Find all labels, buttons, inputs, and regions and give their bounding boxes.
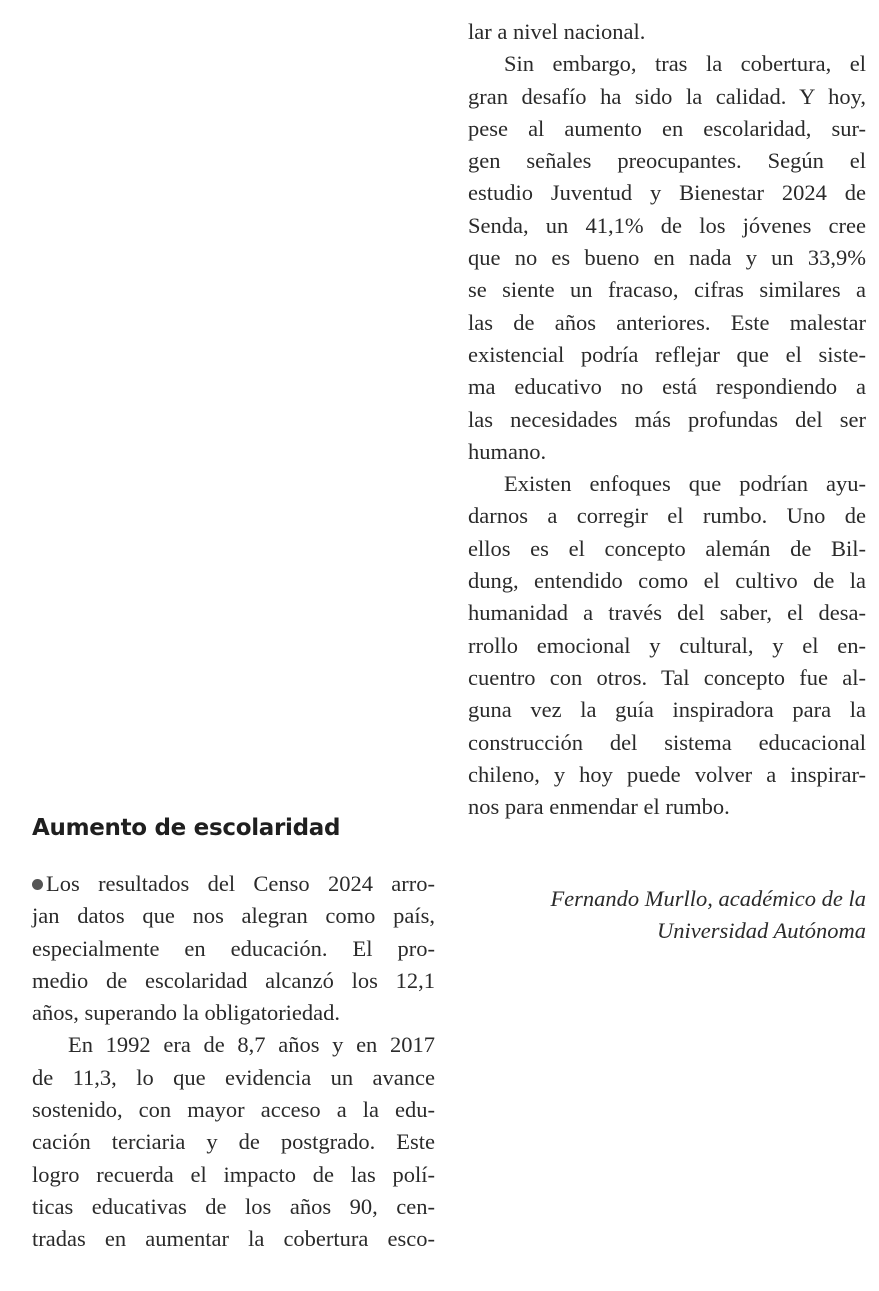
paragraph-line: nos para enmendar el rumbo. xyxy=(468,794,730,820)
paragraph-line: humanidad a través del saber, el desa- xyxy=(468,600,866,626)
paragraph-line: las necesidades más profundas del ser xyxy=(468,406,866,432)
paragraph-line: cuentro con otros. Tal concepto fue al- xyxy=(468,664,866,690)
byline-line: Universidad Autónoma xyxy=(657,918,866,944)
paragraph-2 xyxy=(32,1029,435,1255)
paragraph-4 xyxy=(468,468,866,823)
paragraph-line: lar a nivel nacional. xyxy=(468,19,646,44)
paragraph-line: tradas en aumentar la cobertura esco- xyxy=(32,1226,435,1252)
paragraph-line: medio de escolaridad alcanzó los 12,1 xyxy=(32,967,435,993)
paragraph-line: que no es bueno en nada y un 33,9% xyxy=(468,245,866,271)
paragraph-line: las de años anteriores. Este malestar xyxy=(468,309,866,335)
article-headline: Aumento de escolaridad xyxy=(32,815,341,841)
bullet-icon xyxy=(32,879,43,890)
author-byline xyxy=(468,883,866,948)
paragraph-line: Senda, un 41,1% de los jóvenes cree xyxy=(468,212,866,238)
paragraph-line: existencial podría reflejar que el siste- xyxy=(468,341,866,367)
paragraph-line: Existen enfoques que podrían ayu- xyxy=(504,471,866,497)
paragraph-line: ticas educativas de los años 90, cen- xyxy=(32,1193,435,1219)
paragraph-1 xyxy=(32,868,435,1029)
paragraph-line: logro recuerda el impacto de las polí- xyxy=(32,1161,435,1187)
right-column xyxy=(468,16,866,823)
paragraph-line: de 11,3, lo que evidencia un avance xyxy=(32,1064,435,1090)
paragraph-line: especialmente en educación. El pro- xyxy=(32,935,435,961)
left-column xyxy=(32,808,435,1256)
paragraph-line: rrollo emocional y cultural, y el en- xyxy=(468,632,866,658)
paragraph-line: ma educativo no está respondiendo a xyxy=(468,374,866,400)
paragraph-line: gran desafío ha sido la calidad. Y hoy, xyxy=(468,83,866,109)
paragraph-line: darnos a corregir el rumbo. Uno de xyxy=(468,503,866,529)
paragraph-line: gen señales preocupantes. Según el xyxy=(468,148,866,174)
paragraph-line: En 1992 era de 8,7 años y en 2017 xyxy=(68,1032,435,1058)
paragraph-line: Los resultados del Censo 2024 arro- xyxy=(32,868,435,900)
paragraph-2-continued xyxy=(468,16,866,48)
paragraph-line: sostenido, con mayor acceso a la edu- xyxy=(32,1097,435,1123)
paragraph-line: se siente un fracaso, cifras similares a xyxy=(468,277,866,303)
paragraph-line: humano. xyxy=(468,438,547,464)
paragraph-line: guna vez la guía inspiradora para la xyxy=(468,697,866,723)
paragraph-line: estudio Juventud y Bienestar 2024 de xyxy=(468,180,866,206)
paragraph-line: construcción del sistema educacional xyxy=(468,729,866,755)
byline-line: Fernando Murllo, académico de la xyxy=(550,886,866,911)
paragraph-line: dung, entendido como el cultivo de la xyxy=(468,568,866,594)
paragraph-3 xyxy=(468,48,866,468)
paragraph-line: cación terciaria y de postgrado. Este xyxy=(32,1129,435,1155)
paragraph-line: años, superando la obligatoriedad. xyxy=(32,1000,341,1026)
paragraph-line: Sin embargo, tras la cobertura, el xyxy=(504,51,866,77)
paragraph-line: jan datos que nos alegran como país, xyxy=(32,903,435,929)
paragraph-line: chileno, y hoy puede volver a inspirar- xyxy=(468,761,866,787)
paragraph-line: ellos es el concepto alemán de Bil- xyxy=(468,535,866,561)
paragraph-line: pese al aumento en escolaridad, sur- xyxy=(468,115,866,141)
